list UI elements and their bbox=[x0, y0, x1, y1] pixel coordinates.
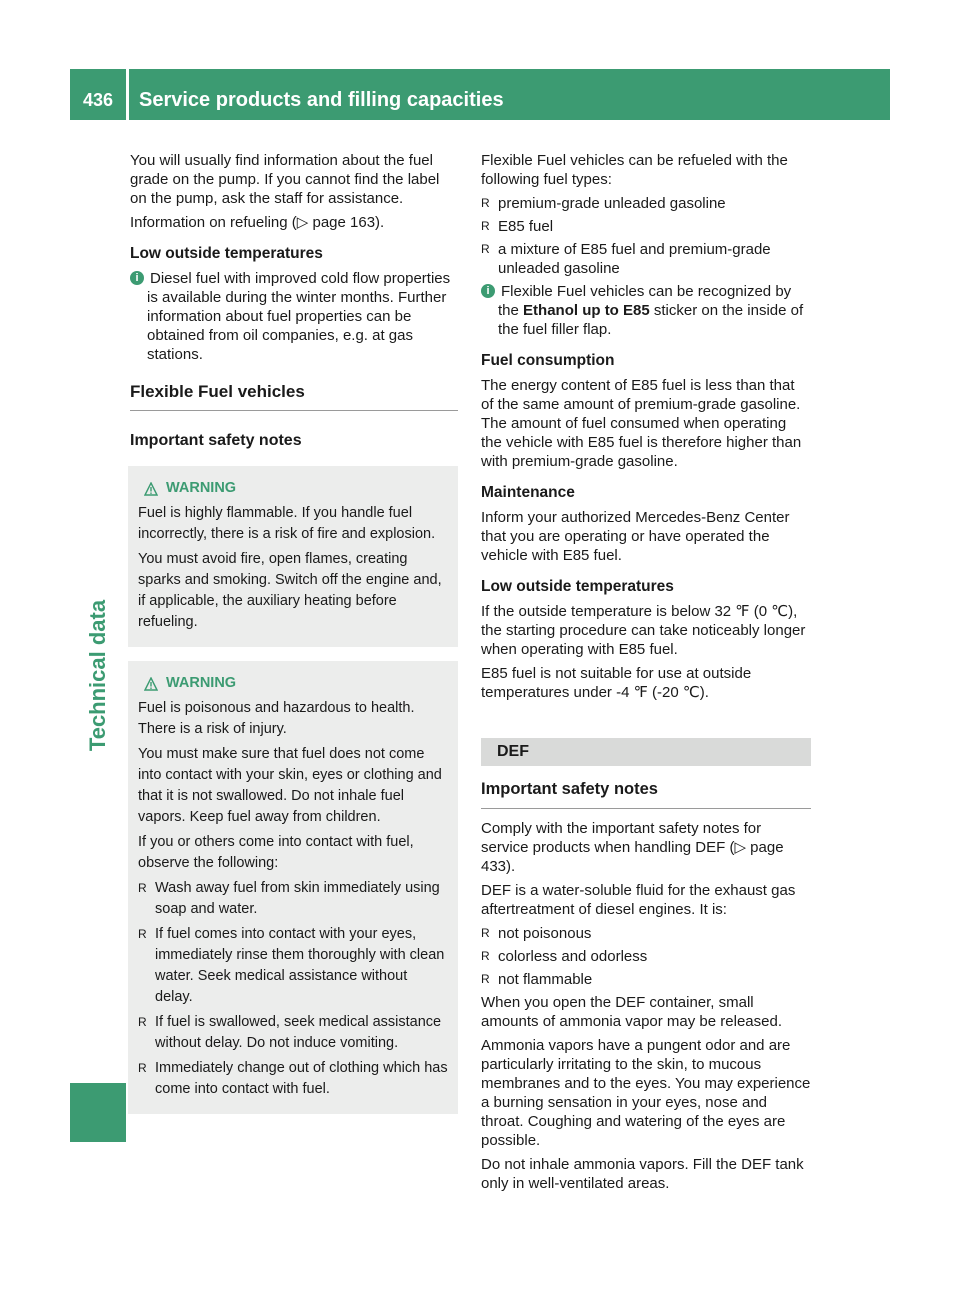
side-tab bbox=[70, 540, 126, 810]
list-item: R Wash away fuel from skin immediately using soap and water. bbox=[138, 880, 440, 917]
bullet-icon: R bbox=[138, 1061, 147, 1075]
warning-text: Fuel is highly flammable. If you handle fuel incorrectly, there is a risk of fire and explosion. bbox=[138, 505, 436, 542]
def-description: DEF is a water-soluble fluid for the exhaust gas aftertreatment of diesel engines. It is: bbox=[481, 882, 796, 918]
warning-text: Fuel is poisonous and hazardous to health. There is a risk of injury. bbox=[138, 700, 415, 737]
bullet-icon: R bbox=[481, 949, 490, 963]
low-temp-heading: Low outside temperatures bbox=[130, 245, 323, 262]
info-note-text: Diesel fuel with improved cold flow properties is available during the winter months. Further information about fuel properties can be obtained from oil companies, e.g. at gas stations. bbox=[147, 270, 451, 363]
list-item: R If fuel comes into contact with your eyes, immediately rinse them thoroughly with clean water. Seek medical assistance without delay. bbox=[138, 926, 445, 1005]
low-temp-heading-right: Low outside temperatures bbox=[481, 578, 674, 595]
page-number: 436 bbox=[82, 90, 114, 110]
page-arrow-icon: ▷ bbox=[734, 839, 747, 856]
refueling-page-link[interactable]: page 163). bbox=[308, 214, 385, 231]
warning-text: You must avoid fire, open flames, creating sparks and smoking. Switch off the engine and, if applicable, the auxiliary heating before refueling. bbox=[138, 551, 442, 630]
bullet-icon: R bbox=[138, 927, 147, 941]
warning-header bbox=[138, 478, 448, 499]
list-item: R Immediately change out of clothing which has come into contact with fuel. bbox=[138, 1060, 448, 1097]
warning-box-poison bbox=[128, 661, 458, 1114]
warning-header bbox=[138, 673, 448, 694]
flex-fuel-intro: Flexible Fuel vehicles can be refueled with the following fuel types: bbox=[481, 152, 788, 188]
low-temp-text: E85 fuel is not suitable for use at outside temperatures under -4 ℉ (-20 ℃). bbox=[481, 665, 752, 701]
def-page-link[interactable]: page 433). bbox=[481, 839, 784, 875]
list-item: R premium-grade unleaded gasoline bbox=[481, 195, 726, 212]
warning-text: If you or others come into contact with fuel, observe the following: bbox=[138, 834, 414, 871]
right-column bbox=[481, 151, 811, 1198]
bullet-icon: R bbox=[481, 196, 490, 210]
info-icon: i bbox=[130, 271, 144, 285]
bullet-icon: R bbox=[481, 926, 490, 940]
def-reference: Comply with the important safety notes for service products when handling DEF (▷ page 433). bbox=[481, 820, 784, 875]
def-safety-heading: Important safety notes bbox=[481, 780, 811, 809]
warning-label: WARNING bbox=[166, 480, 237, 496]
fuel-consumption-heading: Fuel consumption bbox=[481, 352, 615, 369]
list-item: R not flammable bbox=[481, 971, 593, 988]
def-properties-list bbox=[481, 924, 811, 989]
bullet-icon: R bbox=[481, 972, 490, 986]
header-divider bbox=[126, 69, 129, 120]
list-item: R a mixture of E85 fuel and premium-grade unleaded gasoline bbox=[481, 241, 771, 277]
bullet-icon: R bbox=[481, 242, 490, 256]
bullet-icon: R bbox=[138, 1015, 147, 1029]
refueling-reference: Information on refueling (▷ page 163). bbox=[130, 214, 385, 231]
fuel-types-list bbox=[481, 194, 811, 278]
bullet-icon: R bbox=[481, 219, 490, 233]
first-aid-list bbox=[138, 878, 448, 1100]
page-title: Service products and filling capacities bbox=[139, 89, 504, 111]
fuel-grade-paragraph: You will usually find information about the fuel grade on the pump. If you cannot find the label on the pump, ask the staff for assistance. bbox=[130, 152, 440, 207]
flex-fuel-heading: Flexible Fuel vehicles bbox=[130, 382, 458, 411]
def-text: Ammonia vapors have a pungent odor and are particularly irritating to the skin, to mucous membranes and to the eyes. You may experience a burning sensation in your eyes, nose and throat. Coughing and watering of the eyes are possible. bbox=[481, 1037, 811, 1149]
fuel-consumption-text: The energy content of E85 fuel is less than that of the same amount of premium-grade gasoline. The amount of fuel consumed when operating the vehicle with E85 fuel is therefore higher than with premium-grade gasoline. bbox=[481, 377, 802, 470]
side-tab-label: Technical data bbox=[85, 599, 111, 751]
list-item: R E85 fuel bbox=[481, 218, 554, 235]
warning-triangle-icon bbox=[144, 482, 158, 496]
warning-triangle-icon bbox=[144, 677, 158, 691]
left-column bbox=[130, 151, 458, 1128]
safety-notes-heading: Important safety notes bbox=[130, 432, 302, 449]
maintenance-heading: Maintenance bbox=[481, 484, 575, 501]
maintenance-text: Inform your authorized Mercedes-Benz Center that you are operating or have operated the vehicle with E85 fuel. bbox=[481, 509, 790, 564]
info-note: i Flexible Fuel vehicles can be recognized by the Ethanol up to E85 sticker on the inside of the fuel filler flap. bbox=[481, 282, 811, 339]
list-item: R colorless and odorless bbox=[481, 948, 648, 965]
list-item: R If fuel is swallowed, seek medical assistance without delay. Do not induce vomiting. bbox=[138, 1014, 442, 1051]
info-note bbox=[130, 269, 458, 364]
def-text: When you open the DEF container, small amounts of ammonia vapor may be released. bbox=[481, 994, 782, 1030]
info-icon: i bbox=[481, 284, 495, 298]
sticker-name: Ethanol up to E85 bbox=[523, 302, 650, 319]
bullet-icon: R bbox=[138, 881, 147, 895]
side-tab-marker bbox=[70, 1083, 126, 1142]
list-item: R not poisonous bbox=[481, 925, 592, 942]
warning-box-fire bbox=[128, 466, 458, 647]
def-text: Do not inhale ammonia vapors. Fill the DEF tank only in well-ventilated areas. bbox=[481, 1156, 804, 1192]
page-arrow-icon: ▷ bbox=[296, 214, 309, 231]
low-temp-text: If the outside temperature is below 32 ℉ (0 ℃), the starting procedure can take noticeably longer when operating with E85 fuel. bbox=[481, 603, 806, 658]
warning-label: WARNING bbox=[166, 675, 237, 691]
warning-text: You must make sure that fuel does not come into contact with your skin, eyes or clothing and that it is not swallowed. Do not inhale fuel vapors. Keep fuel away from children. bbox=[138, 746, 442, 825]
def-section-bar: DEF bbox=[481, 738, 811, 766]
